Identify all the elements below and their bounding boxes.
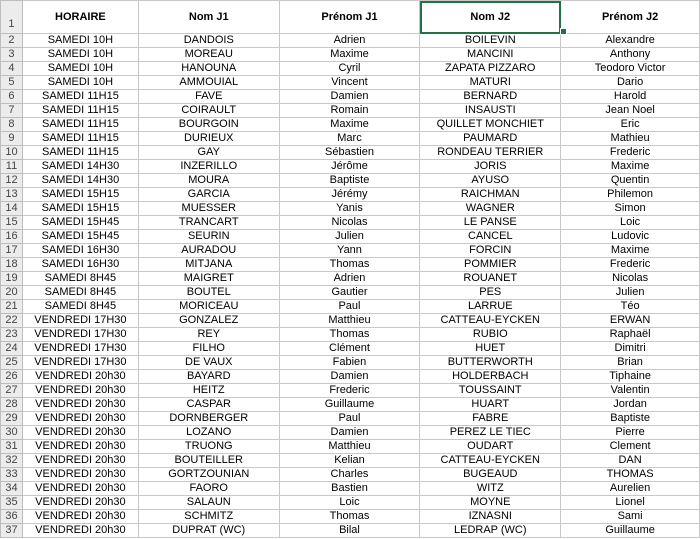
cell-nom-j2[interactable]: MANCINI <box>420 48 561 62</box>
cell-nom-j2[interactable]: ROUANET <box>420 272 561 286</box>
row-number[interactable]: 19 <box>1 272 23 286</box>
table-row <box>1 314 700 328</box>
table-row <box>1 342 700 356</box>
row-number[interactable]: 1 <box>1 1 23 34</box>
cell-nom-j2[interactable]: OUDART <box>420 440 561 454</box>
header-cell-nom-j1[interactable]: Nom J1 <box>138 1 279 34</box>
cell-prenom-j2[interactable]: Ludovic <box>561 230 700 244</box>
cell-nom-j2[interactable]: RUBIO <box>420 328 561 342</box>
cell-prenom-j2[interactable]: Nicolas <box>561 272 700 286</box>
cell-prenom-j2[interactable]: Lionel <box>561 496 700 510</box>
cell-prenom-j1[interactable]: Matthieu <box>279 314 420 328</box>
table-row <box>1 48 700 62</box>
cell-prenom-j2[interactable]: Jean Noel <box>561 104 700 118</box>
cell-nom-j1[interactable]: MUESSER <box>138 202 279 216</box>
row-number[interactable]: 12 <box>1 174 23 188</box>
cell-nom-j2[interactable]: HOLDERBACH <box>420 370 561 384</box>
row-number[interactable]: 33 <box>1 468 23 482</box>
cell-nom-j2[interactable]: AYUSO <box>420 174 561 188</box>
cell-nom-j2[interactable]: WITZ <box>420 482 561 496</box>
cell-horaire[interactable]: VENDREDI 20h30 <box>22 412 138 426</box>
cell-prenom-j1[interactable]: Romain <box>279 104 420 118</box>
cell-prenom-j1[interactable]: Baptiste <box>279 174 420 188</box>
row-number[interactable]: 7 <box>1 104 23 118</box>
table-row <box>1 118 700 132</box>
cell-horaire[interactable]: SAMEDI 11H15 <box>22 146 138 160</box>
cell-nom-j2[interactable]: PEREZ LE TIEC <box>420 426 561 440</box>
cell-nom-j1[interactable]: MOREAU <box>138 48 279 62</box>
cell-nom-j2[interactable]: HUET <box>420 342 561 356</box>
cell-horaire[interactable]: VENDREDI 17H30 <box>22 356 138 370</box>
table-row <box>1 482 700 496</box>
cell-prenom-j2[interactable]: Eric <box>561 118 700 132</box>
cell-nom-j1[interactable]: DUPRAT (WC) <box>138 524 279 538</box>
cell-prenom-j1[interactable]: Yann <box>279 244 420 258</box>
cell-nom-j2[interactable]: JORIS <box>420 160 561 174</box>
cell-prenom-j2[interactable]: Pierre <box>561 426 700 440</box>
cell-prenom-j1[interactable]: Maxime <box>279 48 420 62</box>
cell-nom-j2[interactable]: RONDEAU TERRIER <box>420 146 561 160</box>
cell-nom-j1[interactable]: BAYARD <box>138 370 279 384</box>
cell-prenom-j2[interactable]: Dimitri <box>561 342 700 356</box>
cell-nom-j2[interactable]: RAICHMAN <box>420 188 561 202</box>
cell-prenom-j2[interactable]: Maxime <box>561 244 700 258</box>
cell-nom-j1[interactable]: DORNBERGER <box>138 412 279 426</box>
table-row <box>1 272 700 286</box>
table-row <box>1 104 700 118</box>
cell-prenom-j1[interactable]: Paul <box>279 300 420 314</box>
cell-prenom-j2[interactable]: Philemon <box>561 188 700 202</box>
cell-nom-j1[interactable]: FAORO <box>138 482 279 496</box>
cell-horaire[interactable]: VENDREDI 20h30 <box>22 426 138 440</box>
row-number[interactable]: 28 <box>1 398 23 412</box>
cell-prenom-j2[interactable]: Aurelien <box>561 482 700 496</box>
cell-horaire[interactable]: SAMEDI 14H30 <box>22 160 138 174</box>
cell-prenom-j2[interactable]: Clement <box>561 440 700 454</box>
cell-prenom-j1[interactable]: Damien <box>279 426 420 440</box>
cell-prenom-j2[interactable]: DAN <box>561 454 700 468</box>
table-row <box>1 440 700 454</box>
cell-nom-j1[interactable]: SEURIN <box>138 230 279 244</box>
cell-nom-j2[interactable]: BERNARD <box>420 90 561 104</box>
cell-prenom-j1[interactable]: Loic <box>279 496 420 510</box>
cell-prenom-j1[interactable]: Yanis <box>279 202 420 216</box>
cell-horaire[interactable]: SAMEDI 15H15 <box>22 202 138 216</box>
cell-nom-j2[interactable]: MOYNE <box>420 496 561 510</box>
table-row <box>1 468 700 482</box>
cell-nom-j2[interactable]: IZNASNI <box>420 510 561 524</box>
table-row <box>1 370 700 384</box>
cell-prenom-j1[interactable]: Marc <box>279 132 420 146</box>
cell-nom-j1[interactable]: BOURGOIN <box>138 118 279 132</box>
cell-prenom-j2[interactable]: Maxime <box>561 160 700 174</box>
cell-nom-j2[interactable]: QUILLET MONCHIET <box>420 118 561 132</box>
table-row <box>1 230 700 244</box>
cell-horaire[interactable]: SAMEDI 8H45 <box>22 286 138 300</box>
cell-prenom-j1[interactable]: Bilal <box>279 524 420 538</box>
table-row <box>1 426 700 440</box>
table-row <box>1 90 700 104</box>
table-row <box>1 188 700 202</box>
row-number[interactable]: 15 <box>1 216 23 230</box>
cell-nom-j2[interactable]: HUART <box>420 398 561 412</box>
row-number[interactable]: 2 <box>1 34 23 48</box>
row-number[interactable]: 30 <box>1 426 23 440</box>
cell-nom-j2[interactable]: POMMIER <box>420 258 561 272</box>
cell-nom-j2[interactable]: LARRUE <box>420 300 561 314</box>
row-number[interactable]: 21 <box>1 300 23 314</box>
cell-nom-j1[interactable]: FAVE <box>138 90 279 104</box>
row-number[interactable]: 18 <box>1 258 23 272</box>
table-row <box>1 146 700 160</box>
cell-prenom-j1[interactable]: Julien <box>279 230 420 244</box>
cell-prenom-j1[interactable]: Guillaume <box>279 398 420 412</box>
cell-prenom-j2[interactable]: Mathieu <box>561 132 700 146</box>
cell-prenom-j1[interactable]: Thomas <box>279 510 420 524</box>
cell-horaire[interactable]: VENDREDI 20h30 <box>22 384 138 398</box>
row-number[interactable]: 6 <box>1 90 23 104</box>
cell-horaire[interactable]: SAMEDI 14H30 <box>22 174 138 188</box>
row-number[interactable]: 5 <box>1 76 23 90</box>
cell-nom-j1[interactable]: TRANCART <box>138 216 279 230</box>
cell-nom-j1[interactable]: DANDOIS <box>138 34 279 48</box>
header-cell-horaire[interactable]: HORAIRE <box>22 1 138 34</box>
table-row <box>1 76 700 90</box>
cell-horaire[interactable]: VENDREDI 20h30 <box>22 496 138 510</box>
cell-prenom-j1[interactable]: Adrien <box>279 272 420 286</box>
cell-horaire[interactable]: SAMEDI 16H30 <box>22 244 138 258</box>
cell-nom-j1[interactable]: HANOUNA <box>138 62 279 76</box>
cell-prenom-j1[interactable]: Thomas <box>279 258 420 272</box>
row-number[interactable]: 8 <box>1 118 23 132</box>
cell-prenom-j1[interactable]: Paul <box>279 412 420 426</box>
cell-horaire[interactable]: VENDREDI 20h30 <box>22 454 138 468</box>
row-number[interactable]: 10 <box>1 146 23 160</box>
table-row <box>1 34 700 48</box>
cell-prenom-j2[interactable]: Guillaume <box>561 524 700 538</box>
cell-nom-j2[interactable]: PES <box>420 286 561 300</box>
cell-prenom-j1[interactable]: Matthieu <box>279 440 420 454</box>
cell-horaire[interactable]: VENDREDI 20h30 <box>22 524 138 538</box>
row-number[interactable]: 36 <box>1 510 23 524</box>
cell-prenom-j1[interactable]: Cyril <box>279 62 420 76</box>
cell-nom-j2[interactable]: BUGEAUD <box>420 468 561 482</box>
row-number[interactable]: 25 <box>1 356 23 370</box>
cell-prenom-j2[interactable]: Frederic <box>561 146 700 160</box>
cell-nom-j2[interactable]: TOUSSAINT <box>420 384 561 398</box>
cell-nom-j2[interactable]: FORCIN <box>420 244 561 258</box>
cell-nom-j2[interactable]: CATTEAU-EYCKEN <box>420 454 561 468</box>
cell-nom-j2[interactable]: WAGNER <box>420 202 561 216</box>
cell-prenom-j1[interactable]: Adrien <box>279 34 420 48</box>
row-number[interactable]: 32 <box>1 454 23 468</box>
cell-nom-j1[interactable]: GONZALEZ <box>138 314 279 328</box>
cell-prenom-j2[interactable]: Raphaël <box>561 328 700 342</box>
cell-prenom-j2[interactable]: Anthony <box>561 48 700 62</box>
cell-horaire[interactable]: SAMEDI 15H15 <box>22 188 138 202</box>
cell-horaire[interactable]: SAMEDI 11H15 <box>22 132 138 146</box>
header-cell-prenom-j1[interactable]: Prénom J1 <box>279 1 420 34</box>
cell-prenom-j2[interactable]: Teodoro Victor <box>561 62 700 76</box>
cell-nom-j1[interactable]: AMMOUIAL <box>138 76 279 90</box>
row-number[interactable]: 13 <box>1 188 23 202</box>
cell-prenom-j1[interactable]: Damien <box>279 90 420 104</box>
cell-prenom-j2[interactable]: Quentin <box>561 174 700 188</box>
row-number[interactable]: 16 <box>1 230 23 244</box>
cell-horaire[interactable]: VENDREDI 20h30 <box>22 440 138 454</box>
row-number[interactable]: 35 <box>1 496 23 510</box>
cell-horaire[interactable]: VENDREDI 20h30 <box>22 468 138 482</box>
table-row <box>1 412 700 426</box>
cell-prenom-j2[interactable]: Alexandre <box>561 34 700 48</box>
table-row <box>1 202 700 216</box>
cell-nom-j2[interactable]: ZAPATA PIZZARO <box>420 62 561 76</box>
cell-nom-j2[interactable]: FABRE <box>420 412 561 426</box>
table-row <box>1 496 700 510</box>
row-number[interactable]: 23 <box>1 328 23 342</box>
row-number[interactable]: 3 <box>1 48 23 62</box>
cell-prenom-j2[interactable]: Simon <box>561 202 700 216</box>
cell-nom-j2[interactable]: LE PANSE <box>420 216 561 230</box>
cell-nom-j2[interactable]: LEDRAP (WC) <box>420 524 561 538</box>
cell-horaire[interactable]: VENDREDI 17H30 <box>22 314 138 328</box>
row-number[interactable]: 24 <box>1 342 23 356</box>
cell-horaire[interactable]: VENDREDI 20h30 <box>22 510 138 524</box>
cell-prenom-j1[interactable]: Jérôme <box>279 160 420 174</box>
fill-handle[interactable] <box>560 28 567 35</box>
cell-nom-j2[interactable]: BUTTERWORTH <box>420 356 561 370</box>
cell-nom-j1[interactable]: GAY <box>138 146 279 160</box>
row-number[interactable]: 22 <box>1 314 23 328</box>
cell-horaire[interactable]: SAMEDI 15H45 <box>22 216 138 230</box>
cell-nom-j1[interactable]: MITJANA <box>138 258 279 272</box>
cell-horaire[interactable]: SAMEDI 11H15 <box>22 118 138 132</box>
cell-horaire[interactable]: SAMEDI 11H15 <box>22 90 138 104</box>
cell-prenom-j2[interactable]: Téo <box>561 300 700 314</box>
cell-horaire[interactable]: SAMEDI 15H45 <box>22 230 138 244</box>
cell-prenom-j2[interactable]: Loic <box>561 216 700 230</box>
row-number[interactable]: 14 <box>1 202 23 216</box>
row-number[interactable]: 37 <box>1 524 23 538</box>
cell-nom-j1[interactable]: CASPAR <box>138 398 279 412</box>
cell-nom-j2[interactable]: MATURI <box>420 76 561 90</box>
cell-prenom-j2[interactable]: Frederic <box>561 258 700 272</box>
cell-prenom-j1[interactable]: Thomas <box>279 328 420 342</box>
cell-prenom-j2[interactable]: Dario <box>561 76 700 90</box>
header-cell-prenom-j2[interactable]: Prénom J2 <box>561 1 700 34</box>
row-number[interactable]: 27 <box>1 384 23 398</box>
cell-nom-j1[interactable]: COIRAULT <box>138 104 279 118</box>
cell-horaire[interactable]: VENDREDI 17H30 <box>22 328 138 342</box>
table-row <box>1 258 700 272</box>
cell-prenom-j2[interactable]: Jordan <box>561 398 700 412</box>
cell-nom-j1[interactable]: FILHO <box>138 342 279 356</box>
cell-horaire[interactable]: VENDREDI 20h30 <box>22 398 138 412</box>
cell-prenom-j2[interactable]: THOMAS <box>561 468 700 482</box>
cell-nom-j2[interactable]: BOILEVIN <box>420 34 561 48</box>
cell-nom-j1[interactable]: DURIEUX <box>138 132 279 146</box>
row-number[interactable]: 31 <box>1 440 23 454</box>
table-row <box>1 356 700 370</box>
cell-nom-j1[interactable]: AURADOU <box>138 244 279 258</box>
table-row <box>1 174 700 188</box>
cell-nom-j1[interactable]: LOZANO <box>138 426 279 440</box>
cell-horaire[interactable]: VENDREDI 20h30 <box>22 482 138 496</box>
cell-nom-j1[interactable]: SALAUN <box>138 496 279 510</box>
cell-nom-j1[interactable]: MAIGRET <box>138 272 279 286</box>
cell-prenom-j1[interactable]: Jérémy <box>279 188 420 202</box>
cell-nom-j1[interactable]: BOUTEILLER <box>138 454 279 468</box>
cell-horaire[interactable]: SAMEDI 8H45 <box>22 272 138 286</box>
header-row <box>1 1 700 34</box>
table-row <box>1 160 700 174</box>
cell-prenom-j1[interactable]: Bastien <box>279 482 420 496</box>
table-row <box>1 286 700 300</box>
cell-horaire[interactable]: SAMEDI 8H45 <box>22 300 138 314</box>
table-row <box>1 510 700 524</box>
cell-nom-j1[interactable]: GARCIA <box>138 188 279 202</box>
cell-nom-j1[interactable]: MOURA <box>138 174 279 188</box>
cell-nom-j1[interactable]: MORICEAU <box>138 300 279 314</box>
cell-prenom-j2[interactable]: ERWAN <box>561 314 700 328</box>
cell-nom-j1[interactable]: INZERILLO <box>138 160 279 174</box>
cell-prenom-j1[interactable]: Vincent <box>279 76 420 90</box>
cell-prenom-j2[interactable]: Valentin <box>561 384 700 398</box>
cell-prenom-j1[interactable]: Maxime <box>279 118 420 132</box>
row-number[interactable]: 34 <box>1 482 23 496</box>
cell-nom-j1[interactable]: HEITZ <box>138 384 279 398</box>
cell-horaire[interactable]: SAMEDI 10H <box>22 34 138 48</box>
table-row <box>1 454 700 468</box>
cell-prenom-j1[interactable]: Kelian <box>279 454 420 468</box>
table-row <box>1 244 700 258</box>
cell-horaire[interactable]: SAMEDI 10H <box>22 76 138 90</box>
cell-prenom-j2[interactable]: Tiphaine <box>561 370 700 384</box>
cell-prenom-j1[interactable]: Nicolas <box>279 216 420 230</box>
cell-prenom-j1[interactable]: Fabien <box>279 356 420 370</box>
table-row <box>1 132 700 146</box>
row-number[interactable]: 4 <box>1 62 23 76</box>
cell-prenom-j1[interactable]: Damien <box>279 370 420 384</box>
grid-body <box>1 1 700 538</box>
cell-prenom-j1[interactable]: Charles <box>279 468 420 482</box>
table-row <box>1 524 700 538</box>
cell-horaire[interactable]: SAMEDI 10H <box>22 62 138 76</box>
cell-nom-j1[interactable]: TRUONG <box>138 440 279 454</box>
header-cell-nom-j2[interactable]: Nom J2 <box>420 1 561 34</box>
row-number[interactable]: 26 <box>1 370 23 384</box>
cell-prenom-j2[interactable]: Julien <box>561 286 700 300</box>
table-row <box>1 398 700 412</box>
cell-prenom-j1[interactable]: Gautier <box>279 286 420 300</box>
cell-prenom-j2[interactable]: Sami <box>561 510 700 524</box>
cell-horaire[interactable]: SAMEDI 11H15 <box>22 104 138 118</box>
cell-nom-j1[interactable]: BOUTEL <box>138 286 279 300</box>
table-row <box>1 384 700 398</box>
table-row <box>1 328 700 342</box>
row-number[interactable]: 11 <box>1 160 23 174</box>
cell-horaire[interactable]: SAMEDI 10H <box>22 48 138 62</box>
cell-horaire[interactable]: SAMEDI 16H30 <box>22 258 138 272</box>
cell-nom-j1[interactable]: REY <box>138 328 279 342</box>
cell-nom-j1[interactable]: GORTZOUNIAN <box>138 468 279 482</box>
table-row <box>1 62 700 76</box>
cell-nom-j2[interactable]: CATTEAU-EYCKEN <box>420 314 561 328</box>
cell-prenom-j1[interactable]: Frederic <box>279 384 420 398</box>
row-number[interactable]: 17 <box>1 244 23 258</box>
cell-prenom-j1[interactable]: Sébastien <box>279 146 420 160</box>
row-number[interactable]: 29 <box>1 412 23 426</box>
table-row <box>1 216 700 230</box>
cell-horaire[interactable]: VENDREDI 20h30 <box>22 370 138 384</box>
cell-prenom-j2[interactable]: Harold <box>561 90 700 104</box>
cell-nom-j2[interactable]: INSAUSTI <box>420 104 561 118</box>
cell-nom-j1[interactable]: DE VAUX <box>138 356 279 370</box>
cell-nom-j2[interactable]: PAUMARD <box>420 132 561 146</box>
row-number[interactable]: 9 <box>1 132 23 146</box>
cell-prenom-j2[interactable]: Brian <box>561 356 700 370</box>
cell-prenom-j2[interactable]: Baptiste <box>561 412 700 426</box>
row-number[interactable]: 20 <box>1 286 23 300</box>
cell-nom-j1[interactable]: SCHMITZ <box>138 510 279 524</box>
cell-horaire[interactable]: VENDREDI 17H30 <box>22 342 138 356</box>
cell-nom-j2[interactable]: CANCEL <box>420 230 561 244</box>
table-row <box>1 300 700 314</box>
cell-prenom-j1[interactable]: Clément <box>279 342 420 356</box>
